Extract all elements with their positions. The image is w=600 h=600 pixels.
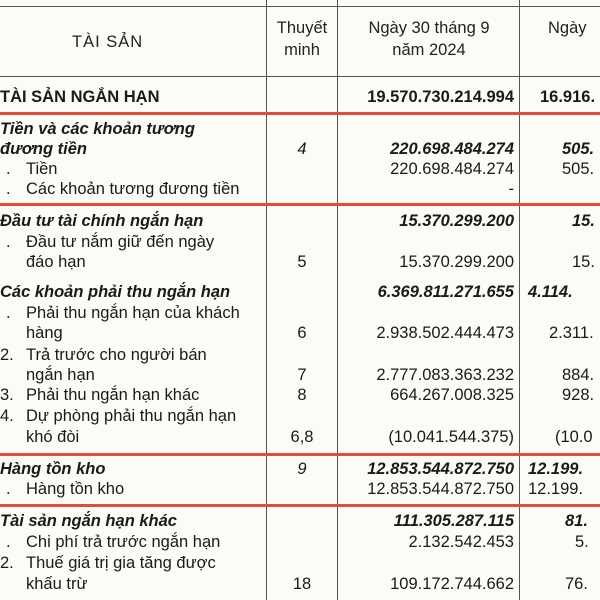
cash-value2: 505. bbox=[562, 140, 595, 158]
investments-value1: 15.370.299.200 bbox=[399, 212, 514, 230]
receivables-value2: 4.114. bbox=[528, 283, 573, 301]
header-date2-line1: Ngày bbox=[548, 19, 587, 37]
inventory-label: Hàng tồn kho bbox=[0, 460, 106, 478]
other-item-2-note: 18 bbox=[292, 575, 312, 593]
other-item-2-label-line1: Thuế giá trị gia tăng được bbox=[26, 554, 216, 572]
inventory-item-label: Hàng tồn kho bbox=[26, 480, 125, 498]
receivables-item-2-note: 7 bbox=[297, 366, 307, 384]
inventory-item-value2: 12.199. bbox=[528, 480, 584, 498]
other-label: Tài sản ngắn hạn khác bbox=[0, 512, 177, 530]
other-item-2-label-line2: khấu trừ bbox=[26, 575, 88, 593]
total-label: TÀI SẢN NGẮN HẠN bbox=[0, 88, 160, 106]
receivables-item-4-label-line1: Dự phòng phải thu ngắn hạn bbox=[26, 407, 237, 425]
receivables-item-1-label-line1: Phải thu ngắn hạn của khách bbox=[26, 304, 240, 322]
receivables-item-2-label-line1: Trả trước cho người bán bbox=[26, 346, 207, 364]
receivables-item-2-label-line2: ngắn hạn bbox=[26, 366, 95, 384]
receivables-item-2-value2: 884. bbox=[562, 366, 595, 384]
cash-item-1-label: Tiền bbox=[26, 160, 58, 178]
other-item-2-value1: 109.172.744.662 bbox=[390, 575, 514, 593]
receivables-item-4-value1: (10.041.544.375) bbox=[388, 428, 514, 446]
receivables-value1: 6.369.811.271.655 bbox=[377, 283, 514, 301]
receivables-item-4-note: 6,8 bbox=[290, 428, 314, 446]
receivables-item-4-value2: (10.0 bbox=[555, 428, 593, 446]
section-divider-other bbox=[0, 504, 600, 507]
receivables-item-4-prefix: 4. bbox=[0, 407, 14, 425]
header-asset: TÀI SẢN bbox=[72, 33, 144, 51]
receivables-item-2-value1: 2.777.083.363.232 bbox=[376, 366, 514, 384]
header-date1-line1: Ngày 30 tháng 9 bbox=[368, 19, 490, 37]
investments-item-note: 5 bbox=[297, 253, 307, 271]
investments-label: Đầu tư tài chính ngắn hạn bbox=[0, 212, 204, 230]
other-item-2-value2: 76. bbox=[565, 575, 588, 593]
other-value1: 111.305.287.115 bbox=[393, 512, 514, 530]
receivables-item-1-note: 6 bbox=[297, 324, 307, 342]
section-divider-cash bbox=[0, 112, 600, 115]
investments-item-prefix: . bbox=[6, 233, 11, 251]
column-divider-1 bbox=[266, 0, 267, 600]
investments-item-value1: 15.370.299.200 bbox=[399, 253, 514, 271]
column-divider-3 bbox=[519, 0, 520, 600]
header-top-border bbox=[0, 6, 600, 7]
cash-item-1-value2: 505. bbox=[562, 160, 595, 178]
inventory-value2: 12.199. bbox=[528, 460, 584, 478]
investments-item-label-line1: Đầu tư nắm giữ đến ngày bbox=[26, 233, 215, 251]
other-item-1-value1: 2.132.542.453 bbox=[408, 533, 514, 551]
inventory-item-value1: 12.853.544.872.750 bbox=[367, 480, 514, 498]
cash-note: 4 bbox=[297, 140, 307, 158]
receivables-item-2-prefix: 2. bbox=[0, 346, 14, 364]
cash-value1: 220.698.484.274 bbox=[390, 140, 514, 158]
header-date1-line2: năm 2024 bbox=[392, 41, 466, 59]
cash-item-1-value1: 220.698.484.274 bbox=[390, 160, 514, 178]
header-note-line2: minh bbox=[284, 41, 320, 59]
other-item-1-prefix: . bbox=[6, 533, 11, 551]
receivables-item-3-value2: 928. bbox=[562, 386, 595, 404]
header-bottom-border bbox=[0, 76, 600, 77]
investments-item-label-line2: đáo hạn bbox=[26, 253, 86, 271]
cash-item-1-prefix: . bbox=[6, 160, 11, 178]
section-divider-inventory bbox=[0, 453, 600, 456]
other-value2: 81. bbox=[565, 512, 588, 530]
column-divider-2 bbox=[337, 0, 338, 600]
receivables-item-3-prefix: 3. bbox=[0, 386, 14, 404]
receivables-item-3-value1: 664.267.008.325 bbox=[390, 386, 514, 404]
inventory-item-prefix: . bbox=[6, 480, 11, 498]
cash-label-line2: đương tiền bbox=[0, 140, 88, 158]
receivables-item-4-label-line2: khó đòi bbox=[26, 428, 80, 446]
other-item-2-prefix: 2. bbox=[0, 554, 14, 572]
receivables-item-1-value2: 2.311. bbox=[549, 324, 594, 342]
other-item-1-label: Chi phí trả trước ngắn hạn bbox=[26, 533, 221, 551]
other-item-1-value2: 5. bbox=[575, 533, 589, 551]
receivables-item-3-note: 8 bbox=[297, 386, 307, 404]
receivables-label: Các khoản phải thu ngắn hạn bbox=[0, 283, 231, 301]
cash-item-2-label: Các khoản tương đương tiền bbox=[26, 180, 240, 198]
total-value2: 16.916. bbox=[540, 88, 596, 106]
receivables-item-1-value1: 2.938.502.444.473 bbox=[376, 324, 514, 342]
investments-value2: 15. bbox=[572, 212, 595, 230]
total-value1: 19.570.730.214.994 bbox=[367, 88, 514, 106]
receivables-item-3-label-line1: Phải thu ngắn hạn khác bbox=[26, 386, 200, 404]
investments-item-value2: 15. bbox=[572, 253, 595, 271]
receivables-item-1-prefix: . bbox=[6, 304, 11, 322]
receivables-item-1-label-line2: hàng bbox=[26, 324, 63, 342]
cash-item-2-value1: - bbox=[508, 180, 514, 198]
header-note-line1: Thuyết bbox=[276, 19, 328, 37]
inventory-note: 9 bbox=[297, 460, 307, 478]
section-divider-investments bbox=[0, 203, 600, 206]
cash-item-2-prefix: . bbox=[6, 180, 11, 198]
inventory-value1: 12.853.544.872.750 bbox=[367, 460, 514, 478]
cash-label-line1: Tiền và các khoản tương bbox=[0, 120, 195, 138]
